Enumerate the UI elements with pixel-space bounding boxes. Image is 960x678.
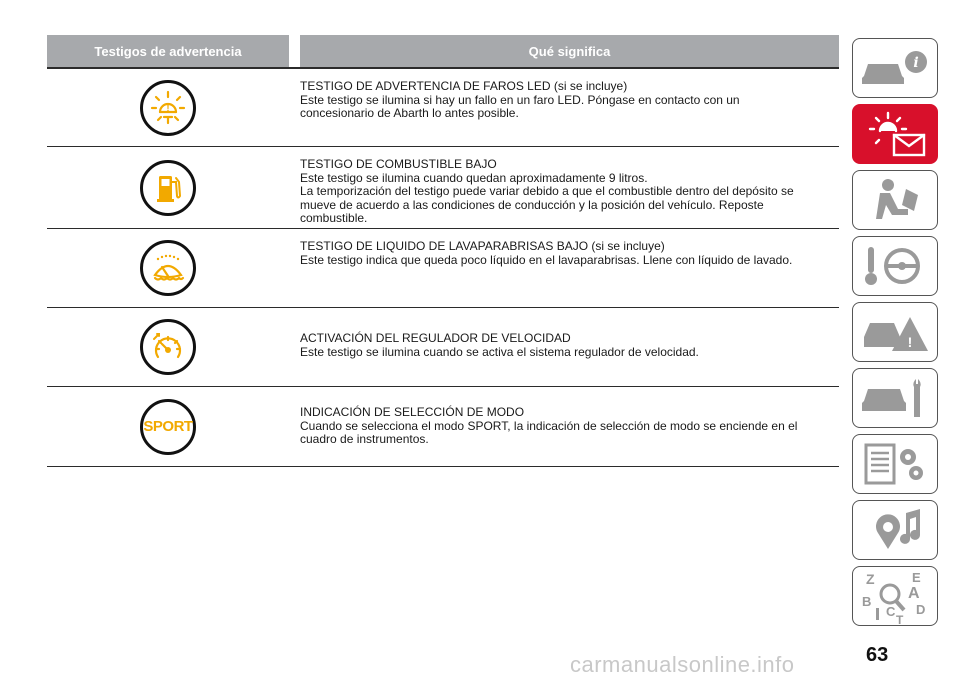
table-row: SPORT INDICACIÓN DE SELECCIÓN DE MODO Cuando se selecciona el modo SPORT, la indicación de selección de modo se enciende en el cuadro de instrumentos.	[47, 387, 839, 467]
maintenance-icon[interactable]	[852, 368, 938, 428]
warning-lights-icon[interactable]	[852, 104, 938, 164]
row-title: TESTIGO DE LIQUIDO DE LAVAPARABRISAS BAJO (si se incluye)	[300, 239, 665, 253]
starting-driving-icon[interactable]	[852, 236, 938, 296]
sport-mode-icon: SPORT	[140, 399, 196, 455]
svg-text:i: i	[913, 55, 919, 71]
cruise-control-icon	[140, 319, 196, 375]
page-number: 63	[866, 644, 889, 666]
svg-text:B: B	[862, 594, 872, 609]
table-row: ! TESTIGO DE ADVERTENCIA DE FAROS LED (si se incluye) Este testigo se ilumina si hay un fallo en un faro LED. Póngase en contacto con un concesionario de Abarth lo antes posible.	[47, 67, 839, 147]
table-row: ACTIVACIÓN DEL REGULADOR DE VELOCIDAD Este testigo se ilumina cuando se activa el sistema regulador de velocidad.	[47, 308, 839, 387]
svg-text:!: !	[907, 334, 913, 350]
car-info-icon[interactable]	[852, 38, 938, 98]
svg-text:E: E	[912, 570, 921, 585]
washer-fluid-icon	[140, 240, 196, 296]
row-title: ACTIVACIÓN DEL REGULADOR DE VELOCIDAD	[300, 331, 571, 345]
row-title: TESTIGO DE ADVERTENCIA DE FAROS LED (si se incluye)	[300, 79, 628, 93]
row-title: TESTIGO DE COMBUSTIBLE BAJO	[300, 157, 497, 171]
multimedia-icon[interactable]	[852, 500, 938, 560]
svg-text:Z: Z	[866, 571, 875, 587]
svg-text:T: T	[896, 613, 904, 624]
svg-text:C: C	[886, 604, 896, 619]
warning-lights-table	[47, 35, 839, 467]
table-row: TESTIGO DE LIQUIDO DE LAVAPARABRISAS BAJO (si se incluye) Este testigo indica que queda poco líquido en el lavaparabrisas. Llene con líquido de lavado.	[47, 229, 839, 308]
svg-text:A: A	[908, 585, 920, 602]
header-meaning: Qué significa	[300, 35, 839, 67]
emergency-icon[interactable]	[852, 302, 938, 362]
fuel-pump-icon	[140, 160, 196, 216]
header-warning-lights: Testigos de advertencia	[47, 35, 289, 67]
table-row: TESTIGO DE COMBUSTIBLE BAJO Este testigo se ilumina cuando quedan aproximadamente 9 litros. La temporización del testigo puede variar debido a que el combustible dentro del depósito se mueve de acuerdo a las condiciones de conducción y la posición del vehículo. Reposte combustible.	[47, 147, 839, 229]
index-icon[interactable]	[852, 566, 938, 626]
led-headlight-warning-icon	[140, 80, 196, 136]
technical-data-icon[interactable]	[852, 434, 938, 494]
svg-text:D: D	[916, 602, 926, 617]
svg-text:!: !	[166, 102, 170, 113]
safety-icon[interactable]	[852, 170, 938, 230]
row-title: INDICACIÓN DE SELECCIÓN DE MODO	[300, 405, 525, 419]
table-header	[47, 35, 839, 67]
watermark: carmanualsonline.info	[570, 652, 795, 677]
